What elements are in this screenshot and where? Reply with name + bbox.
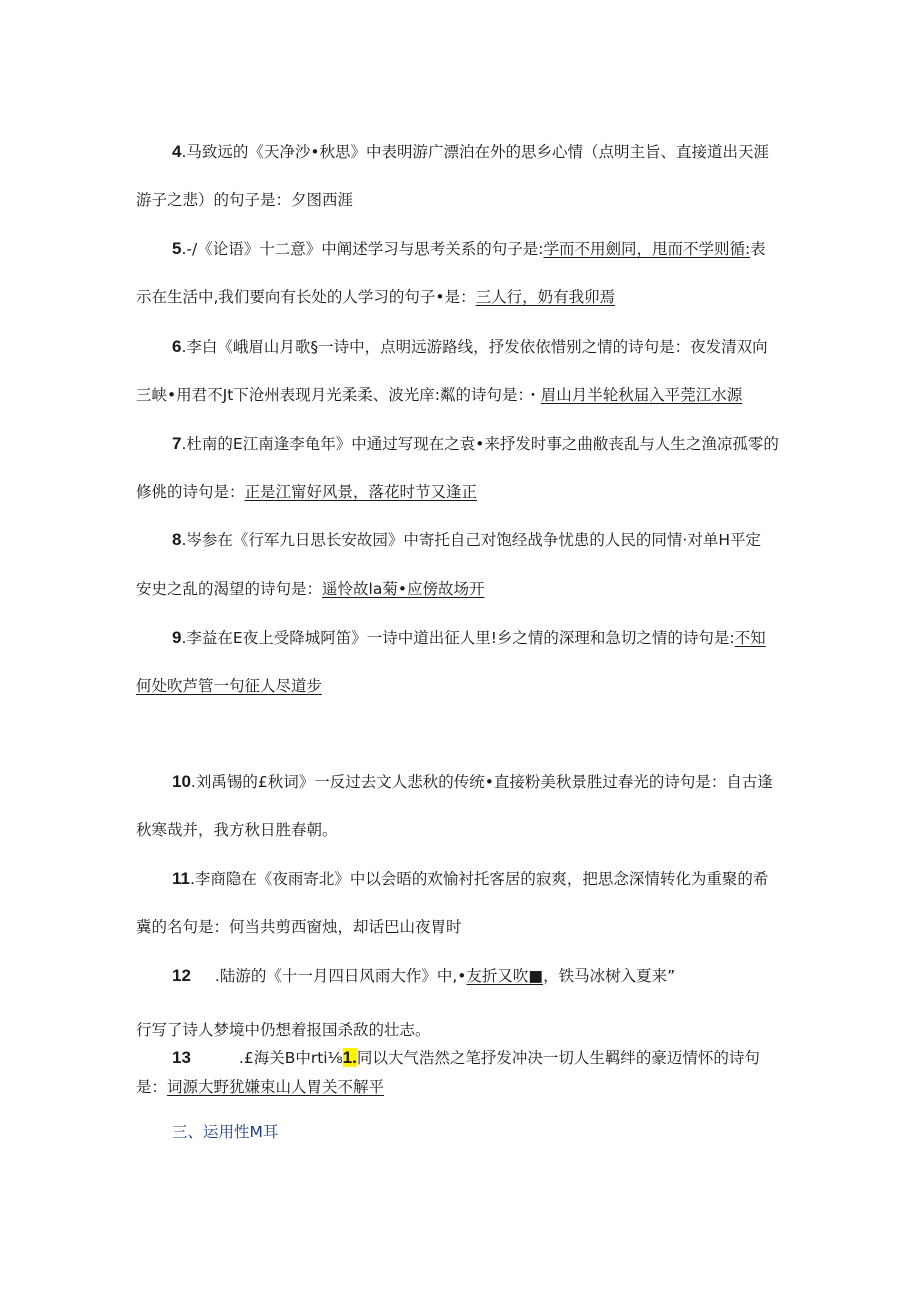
item-5-line-2 bbox=[136, 286, 615, 308]
item-text: 行写了诗人梦境中仍想着报国杀敌的壮志。 bbox=[136, 1021, 431, 1039]
item-number: 13 bbox=[172, 1048, 191, 1067]
item-4-line-2 bbox=[136, 189, 353, 211]
answer-text: 友折又吹■ bbox=[466, 967, 544, 985]
item-number: 8 bbox=[172, 530, 182, 549]
answer-text: 眉山月半轮秋届入平莞江水源 bbox=[540, 386, 743, 404]
item-text: 是： bbox=[136, 1078, 168, 1096]
item-number: 7 bbox=[172, 434, 182, 453]
item-text: 示在生活中,我们要向有长处的人学习的句子•是： bbox=[136, 288, 476, 306]
item-8-line-2 bbox=[136, 578, 484, 600]
item-text: 同以大气浩然之笔抒发冲决一切人生羁绊的豪迈情怀的诗句 bbox=[356, 1049, 760, 1067]
item-number: 11 bbox=[172, 869, 190, 888]
item-13-line-2 bbox=[136, 1076, 384, 1098]
item-12-line-2 bbox=[136, 1019, 431, 1041]
item-text: 游子之悲）的句子是：夕图西涯 bbox=[136, 191, 354, 209]
item-text: ，铁马冰树入夏来” bbox=[543, 967, 676, 985]
answer-text: 三人行，奶有我卯焉 bbox=[475, 288, 616, 306]
item-number: 6 bbox=[172, 337, 182, 356]
item-8-line-1 bbox=[172, 529, 761, 551]
answer-text: 不知 bbox=[734, 629, 766, 647]
item-text: 秋寒哉并，我方秋日胜春朝。 bbox=[136, 821, 338, 839]
item-12-line-1 bbox=[172, 965, 675, 987]
item-text: .马致远的《天净沙•秋思》中表明游广漂泊在外的思乡心情（点明主旨、直接道出天涯 bbox=[181, 143, 770, 161]
answer-text: 何处吹芦管一句征人尽道步 bbox=[136, 677, 323, 695]
highlighted-text: 1. bbox=[342, 1048, 357, 1067]
item-5-line-1 bbox=[172, 238, 766, 260]
item-text: .陆游的《十一月四日风雨大作》中,• bbox=[214, 967, 467, 985]
section-heading bbox=[172, 1121, 278, 1143]
answer-text: 遥怜故la菊•应傍故场开 bbox=[322, 580, 485, 598]
item-6-line-2 bbox=[136, 384, 742, 406]
item-text: .£海关B中rti⅛ bbox=[238, 1049, 343, 1067]
item-text: .刘禹锡的£秋词》一反过去文人悲秋的传统•直接粉美秋景胜过春光的诗句是：自古逢 bbox=[190, 773, 773, 791]
item-text: .岑参在《行军九日思长安故园》中寄托自己对饱经战争忧患的人民的同情·对单H平定 bbox=[181, 531, 761, 549]
item-text: 修佻的诗句是： bbox=[136, 483, 245, 501]
item-text: 安史之乱的渴望的诗句是： bbox=[136, 580, 323, 598]
answer-text: 学而不用劍同，甩而不学则循: bbox=[543, 240, 751, 258]
item-4-line-1 bbox=[172, 141, 769, 163]
item-9-line-2 bbox=[136, 675, 322, 697]
item-9-line-1 bbox=[172, 627, 766, 649]
item-10-line-1 bbox=[172, 771, 773, 793]
item-11-line-2 bbox=[136, 916, 462, 938]
item-10-line-2 bbox=[136, 819, 338, 841]
section-heading-text: 三、运用性M耳 bbox=[172, 1123, 279, 1141]
item-number: 4 bbox=[172, 142, 182, 161]
item-text: 表 bbox=[750, 240, 766, 258]
answer-text: 词源大野犹嫌束山人胃关不解平 bbox=[167, 1078, 385, 1096]
item-11-line-1 bbox=[172, 868, 768, 890]
item-number: 10 bbox=[172, 772, 191, 791]
item-text: .李商隐在《夜雨寄北》中以会晤的欢愉衬托客居的寂爽，把思念深情转化为重聚的希 bbox=[189, 870, 769, 888]
item-text: .李益在E夜上受降城阿笛》一诗中道出征人里!乡之情的深理和急切之情的诗句是: bbox=[181, 629, 735, 647]
item-text: .-/《论语》十二意》中阐述学习与思考关系的句子是: bbox=[181, 240, 544, 258]
item-number: 12 bbox=[172, 966, 191, 985]
item-text: 三峡•用君不Jt下沧州表现月光柔柔、波光庠:粼的诗句是：・ bbox=[136, 386, 541, 404]
item-number: 9 bbox=[172, 628, 182, 647]
item-text: .李白《峨眉山月歌§一诗中，点明远游路线，抒发依依惜别之情的诗句是：夜发清双向 bbox=[181, 338, 768, 356]
item-7-line-2 bbox=[136, 481, 477, 503]
item-text: 冀的名句是：何当共剪西窗烛，却话巴山夜胃时 bbox=[136, 918, 462, 936]
answer-text: 正是江甯好风景，落花时节又逢正 bbox=[244, 483, 478, 501]
item-text: .杜南的E江南逢李龟年》中通过写现在之袁•来抒发时事之曲敝丧乱与人生之渔凉孤零的 bbox=[181, 435, 779, 453]
item-7-line-1 bbox=[172, 433, 779, 455]
item-6-line-1 bbox=[172, 336, 768, 358]
item-number: 5 bbox=[172, 239, 182, 258]
item-13-line-1 bbox=[172, 1047, 760, 1069]
